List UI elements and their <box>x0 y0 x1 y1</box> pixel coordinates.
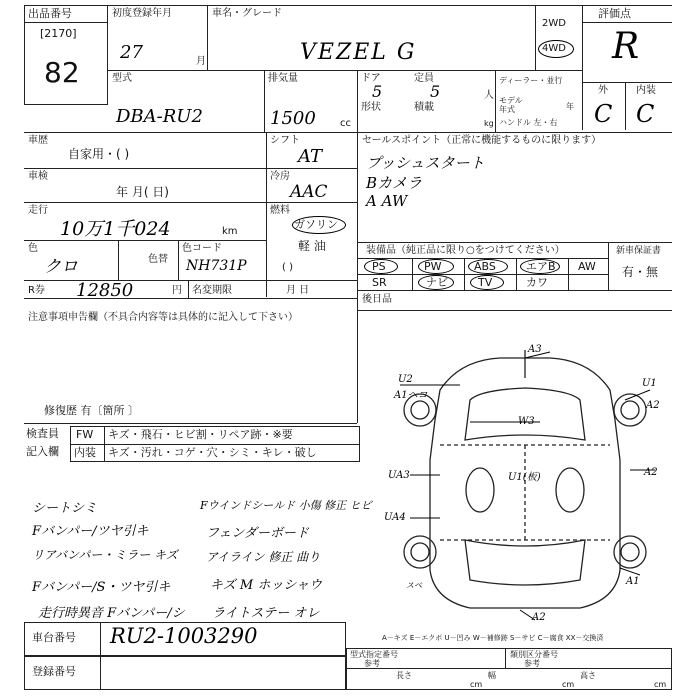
first-reg-month-unit: 月 <box>196 56 206 67</box>
model-value: DBA-RU2 <box>116 106 203 127</box>
displacement-unit: cc <box>340 118 351 129</box>
remark-3: Fバンパー/ツヤ引キ <box>32 524 149 539</box>
exterior-value: C <box>594 100 613 128</box>
exterior-label: 外 <box>598 85 608 96</box>
legend: A－キズ E－エクボ U－凹み W－補修跡 S－サビ C－腐食 XX－交換済 <box>382 634 604 642</box>
diag-w3: W3 <box>518 416 535 427</box>
width-label: 幅 <box>488 671 496 680</box>
grade-value: R <box>612 26 640 67</box>
eq-aw: AW <box>578 260 596 273</box>
name-change-value: 月 日 <box>286 285 310 296</box>
inspection-value: 年 月( 日) <box>116 185 169 199</box>
lot-number: 82 <box>44 56 80 89</box>
sales-points-label: セールスポイント（正常に機能するものに限ります） <box>362 135 602 146</box>
mileage-value: 10万1千024 <box>60 218 171 240</box>
cooler-value: AAC <box>290 182 328 202</box>
chassis-value: RU2-1003290 <box>110 624 258 648</box>
first-reg-label: 初度登録年月 <box>112 8 172 19</box>
doors-label: ドア <box>361 73 381 84</box>
diag-a1-heko: A1ヘコ <box>394 390 428 401</box>
fuel-gasoline: ガソリン <box>294 218 338 231</box>
height-cm: cm <box>654 680 667 689</box>
history-value: 自家用・( ) <box>68 147 130 161</box>
length-cm: cm <box>470 680 483 689</box>
model-spec-label: 型式指定番号 <box>350 650 398 659</box>
repair-history: 修復歴 有〔箇所 〕 <box>44 404 139 417</box>
color-code-label: 色コード <box>182 243 222 254</box>
model-label: 型式 <box>112 73 132 84</box>
diag-u2: U2 <box>398 374 413 385</box>
seats-label: 定員 <box>414 73 434 84</box>
diag-a3: A3 <box>528 344 542 355</box>
model-spec-ref: 参考 <box>364 659 380 668</box>
diag-ua4: UA4 <box>384 512 406 523</box>
sales-point-2: Bカメラ <box>366 174 423 192</box>
lot-box <box>24 5 108 105</box>
first-reg-year: 27 <box>120 42 143 63</box>
diag-a2-top: A2 <box>646 400 660 411</box>
diag-a2-right: A2 <box>644 467 658 478</box>
remark-6: アイライン 修正 曲り <box>206 550 321 564</box>
doors-value: 5 <box>372 82 383 101</box>
shape-label: 形状 <box>361 102 381 113</box>
recycle-label: R券 <box>28 285 45 296</box>
naisou-label: 内装 <box>74 446 96 459</box>
eq-ps: PS <box>372 260 386 273</box>
dealer-handle: ハンドル 左・右 <box>499 118 558 127</box>
eq-pw: PW <box>424 260 442 273</box>
fw-label: FW <box>76 428 94 441</box>
warranty-value: 有・無 <box>622 265 659 279</box>
inspector-label: 検査員 <box>26 427 59 440</box>
entry-label: 記入欄 <box>26 445 59 458</box>
height-label: 高さ <box>580 671 596 680</box>
equipment-label: 装備品（純正品に限り○をつけてください） <box>366 245 565 256</box>
remark-10: ライトステー オレ <box>212 606 320 621</box>
shift-label: シフト <box>270 135 300 146</box>
warranty-label: 新車保証書 <box>616 246 662 256</box>
naisou-items: キズ・汚れ・コゲ・穴・シミ・キレ・破し <box>108 446 317 459</box>
diag-a1: A1 <box>626 576 640 587</box>
diag-a2-bottom: A2 <box>532 612 546 623</box>
color-value: クロ <box>44 257 78 277</box>
color-label: 色 <box>28 243 38 254</box>
car-name-value: VEZEL G <box>300 40 417 65</box>
eq-navi: ナビ <box>426 276 448 289</box>
cooler-label: 冷房 <box>270 171 290 182</box>
category-label: 類別区分番号 <box>510 650 558 659</box>
grade-label: 評価点 <box>598 7 631 20</box>
category-ref: 参考 <box>524 659 540 668</box>
rear-seat-label: 後日品 <box>362 294 392 305</box>
diag-u1-roof: U1(板) <box>508 472 541 483</box>
mileage-label: 走行 <box>28 205 48 216</box>
diag-u1: U1 <box>642 378 657 389</box>
sales-point-1: プッシュスタート <box>366 154 485 172</box>
eq-airbag: エアB <box>526 260 556 273</box>
fuel-paren: ( ) <box>282 262 293 273</box>
lot-bracket: [2170] <box>40 27 77 40</box>
remark-1: シートシミ <box>32 501 98 516</box>
fw-items: キズ・飛石・ヒビ割・リペア跡・※要 <box>108 428 293 441</box>
remark-7: Fバンパー/S・ツヤ引キ <box>32 580 171 595</box>
drive-2wd: 2WD <box>542 18 566 29</box>
eq-sr: SR <box>372 276 387 289</box>
car-diagram <box>380 340 670 630</box>
remark-8: キズ M ホッシャウ <box>210 578 323 593</box>
lot-label: 出品番号 <box>28 7 72 20</box>
capacity-label: 積載 <box>414 102 434 113</box>
kg-unit: kg <box>484 119 494 128</box>
chassis-label: 車台番号 <box>32 631 76 644</box>
recycle-unit: 円 <box>172 285 182 296</box>
length-label: 長さ <box>396 671 412 680</box>
displacement-value: 1500 <box>270 108 316 129</box>
eq-leather: カワ <box>526 276 548 289</box>
registration-label: 登録番号 <box>32 665 76 678</box>
name-change-label: 名変期限 <box>192 285 232 296</box>
inspection-label: 車検 <box>28 171 48 182</box>
color-repaint: 色替 <box>148 254 168 265</box>
dealer-year-unit: 年 <box>566 102 574 111</box>
seats-value: 5 <box>430 82 441 101</box>
dealer-label: ディーラー・並行 <box>499 76 563 85</box>
color-code: NH731P <box>186 258 247 274</box>
remark-2: Fウインドシールド 小傷 修正 ヒビ <box>200 499 372 512</box>
displacement-label: 排気量 <box>268 73 298 84</box>
shift-value: AT <box>298 146 323 167</box>
diag-ua3: UA3 <box>388 470 410 481</box>
seats-unit: 人 <box>484 90 494 101</box>
eq-abs: ABS <box>474 260 496 273</box>
mileage-unit: km <box>222 226 238 237</box>
sales-point-3: A AW <box>366 192 408 210</box>
fuel-label: 燃料 <box>270 205 290 216</box>
recycle-value: 12850 <box>76 280 134 301</box>
interior-value: C <box>636 100 655 128</box>
diag-sube: スベ <box>406 581 422 590</box>
car-name-label: 車名・グレード <box>212 8 282 19</box>
remark-9: 走行時異音 Fバンパー/シ <box>38 606 185 621</box>
interior-label: 内装 <box>636 85 656 96</box>
notes-label: 注意事項申告欄（不具合内容等は具体的に記入して下さい） <box>28 312 298 323</box>
drive-4wd: 4WD <box>542 43 566 54</box>
fuel-diesel: 軽 油 <box>298 239 326 253</box>
remark-4: フェンダーボード <box>206 526 309 541</box>
width-cm: cm <box>562 680 575 689</box>
eq-tv: TV <box>478 276 493 289</box>
history-label: 車歴 <box>28 135 48 146</box>
remark-5: リアバンパー・ミラー キズ <box>32 548 178 562</box>
dealer-model-year: モデル年式 <box>499 96 523 114</box>
